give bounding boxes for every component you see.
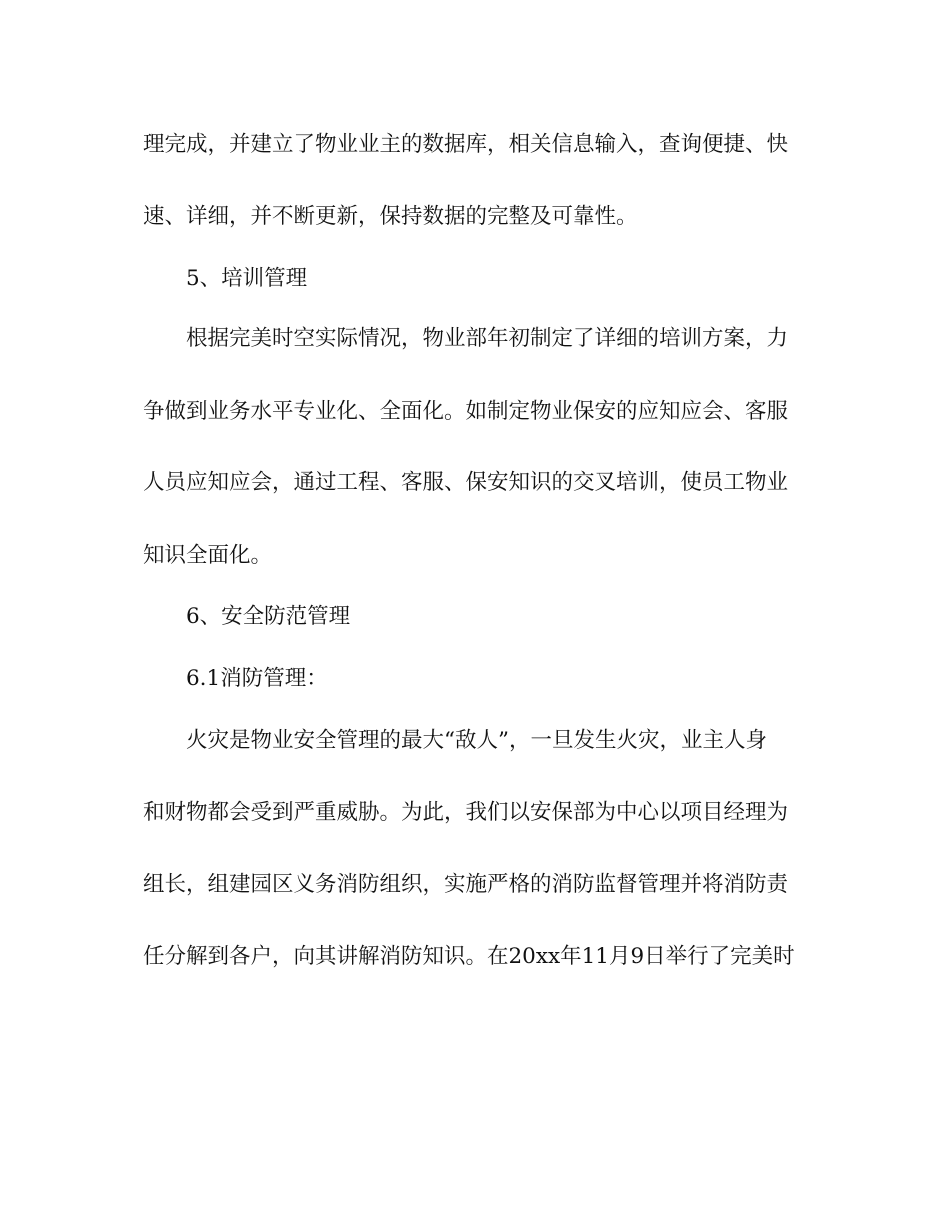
body-text-line: 知识全面化。	[143, 543, 273, 568]
body-text-line: 理完成，并建立了物业业主的数据库，相关信息输入，查询便捷、快	[143, 132, 789, 157]
body-text-line: 根据完美时空实际情况，物业部年初制定了详细的培训方案，力	[186, 326, 789, 351]
body-text-line: 任分解到各户，向其讲解消防知识。在20xx年11月9日举行了完美时	[143, 944, 795, 969]
body-text-line: 人员应知应会，通过工程、客服、保安知识的交叉培训，使员工物业	[143, 470, 789, 495]
subsection-heading: 6.1消防管理：	[186, 666, 328, 691]
body-text-line: 火灾是物业安全管理的最大“敌人”，一旦发生火灾，业主人身	[186, 728, 767, 753]
body-text-line: 速、详细，并不断更新，保持数据的完整及可靠性。	[143, 204, 638, 229]
body-text-line: 和财物都会受到严重威胁。为此，我们以安保部为中心以项目经理为	[143, 800, 789, 825]
body-text-line: 争做到业务水平专业化、全面化。如制定物业保安的应知应会、客服	[143, 399, 789, 424]
section-heading: 5、培训管理	[186, 266, 308, 291]
body-text-line: 组长，组建园区义务消防组织，实施严格的消防监督管理并将消防责	[143, 872, 789, 897]
section-heading: 6、安全防范管理	[186, 604, 351, 629]
